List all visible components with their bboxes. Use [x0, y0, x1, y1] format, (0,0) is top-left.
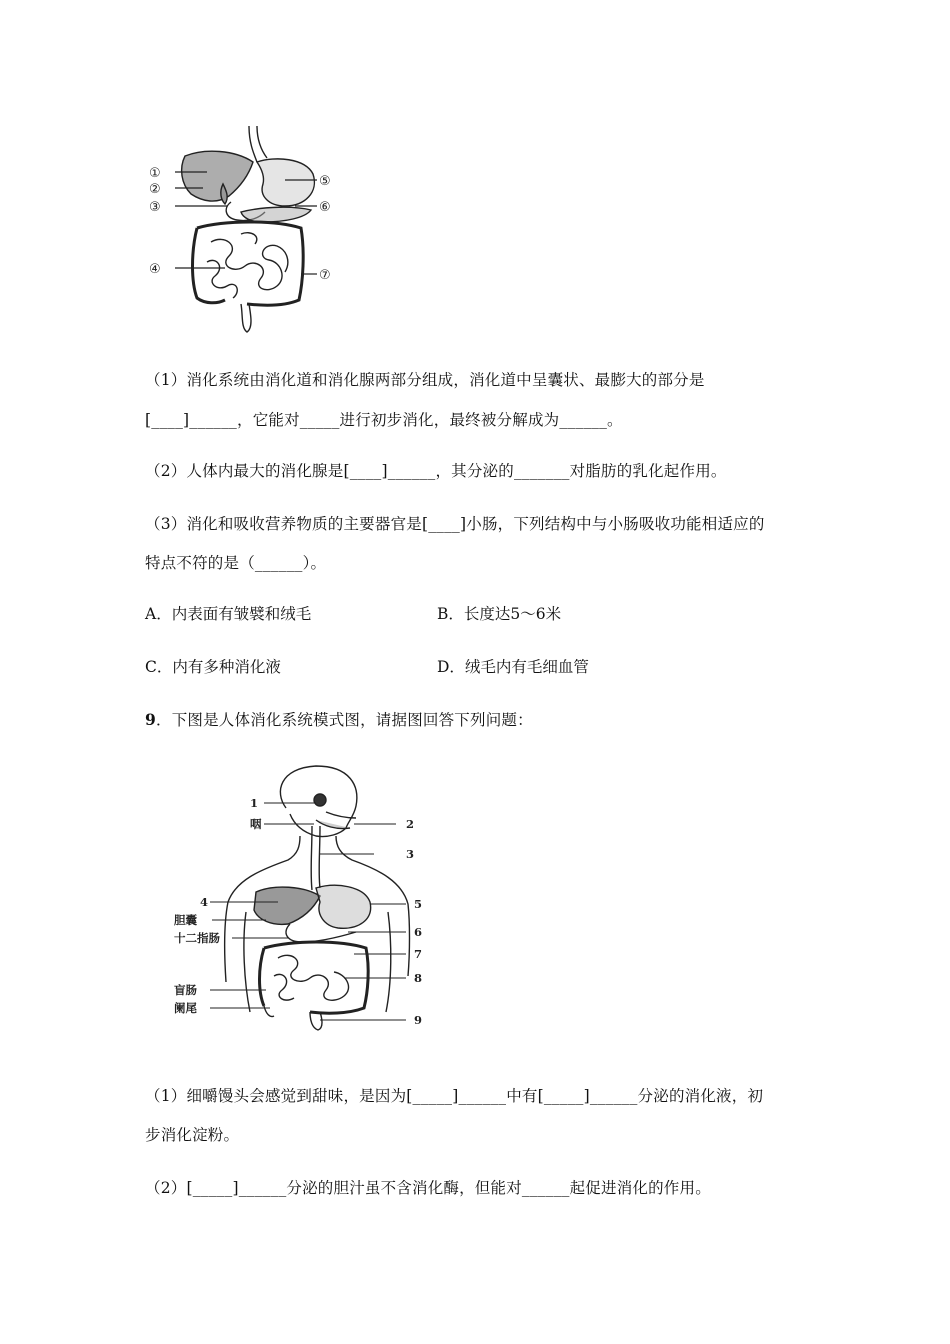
q8-option-d: D．绒毛内有毛细血管	[437, 658, 589, 676]
q8-part3-line2: 特点不符的是（______）。	[145, 554, 327, 572]
q8-part1-line2: [____]______，它能对_____进行初步消化，最终被分解成为______。	[145, 411, 623, 429]
fig2-label-6: 6	[414, 925, 423, 939]
fig2-label-lanwei: 阑尾	[174, 1001, 197, 1015]
q8-option-a: A．内表面有皱襞和绒毛	[145, 605, 312, 623]
figure-digestive-organs	[145, 122, 345, 337]
q9-number: 9	[145, 710, 156, 729]
fig2-label-2: 2	[406, 817, 415, 831]
q8-part3-line1: （3）消化和吸收营养物质的主要器官是[____]小肠，下列结构中与小肠吸收功能相适应的	[145, 515, 765, 533]
fig1-label-1: ①	[149, 166, 161, 181]
fig2-label-1: 1	[250, 796, 259, 810]
fig1-label-3: ③	[149, 200, 161, 215]
fig2-label-4: 4	[200, 895, 209, 909]
q8-part2: （2）人体内最大的消化腺是[____]______，其分泌的_______对脂肪的乳化起作用。	[145, 462, 727, 480]
digestive-system-body-diagram	[170, 762, 440, 1032]
fig1-label-7: ⑦	[319, 268, 331, 283]
q8-part1-line1: （1）消化系统由消化道和消化腺两部分组成，消化道中呈囊状、最膨大的部分是	[145, 371, 705, 389]
q9-stem	[145, 710, 533, 730]
fig1-label-6: ⑥	[319, 200, 331, 215]
fig2-label-yan: 咽	[250, 817, 262, 831]
digestive-organs-diagram	[145, 122, 345, 337]
fig1-label-2: ②	[149, 182, 161, 197]
q9-part1-line2: 步消化淀粉。	[145, 1126, 240, 1144]
fig2-label-3: 3	[406, 847, 415, 861]
fig2-label-8: 8	[414, 971, 423, 985]
q8-option-b: B．长度达5～6米	[437, 605, 562, 623]
q9-part2: （2）[_____]______分泌的胆汁虽不含消化酶，但能对______起促进消化的作用。	[145, 1179, 711, 1197]
fig1-label-4: ④	[149, 262, 161, 277]
fig1-label-5: ⑤	[319, 174, 331, 189]
q9-part1-line1: （1）细嚼馒头会感觉到甜味，是因为[_____]______中有[_____]______分泌的消化液，初	[145, 1087, 764, 1105]
fig2-label-7: 7	[414, 947, 423, 961]
q9-stem-text: ．下图是人体消化系统模式图，请据图回答下列问题：	[156, 711, 533, 729]
fig2-label-dannang: 胆囊	[174, 913, 197, 927]
fig2-label-9: 9	[414, 1013, 423, 1027]
fig2-label-5: 5	[414, 897, 423, 911]
fig2-label-shierzhichang: 十二指肠	[174, 931, 220, 945]
figure-digestive-system-body	[170, 762, 440, 1032]
q8-option-c: C．内有多种消化液	[145, 658, 281, 676]
fig2-label-zhichang: 盲肠	[174, 983, 197, 997]
